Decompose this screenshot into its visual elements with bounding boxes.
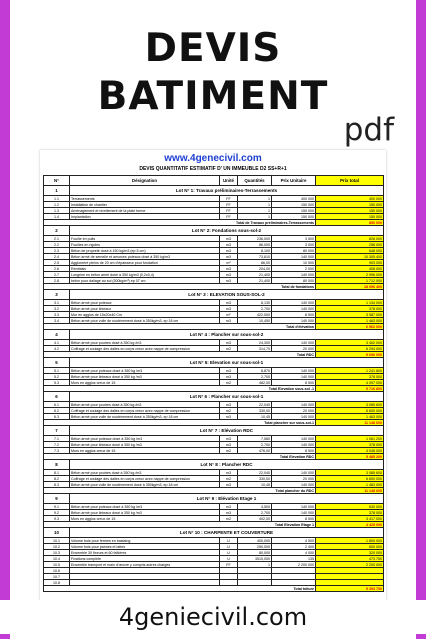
lot-name: Lot N° 1: Travaux préliminaires-Terrassements (70, 186, 384, 196)
table-cell: 2 200 000 (316, 562, 384, 568)
table-cell: 5.1 (44, 368, 70, 374)
table-cell: 86,000 (238, 242, 272, 248)
table-cell: 140 000 (272, 510, 316, 516)
table-cell: 4 046 000 (316, 448, 384, 454)
table-cell: 4,500 (238, 504, 272, 510)
table-cell: 150 000 (272, 202, 316, 208)
table-cell: 1 800 000 (316, 538, 384, 544)
table-cell: m3 (220, 368, 238, 374)
table-cell: Béton armé pour poutres dosé à 350 kg /m3 (70, 340, 220, 346)
column-header: Quantités (238, 176, 272, 186)
table-cell: m3 (220, 306, 238, 312)
table-cell: Coffrage et coulage des dalles en corps creux avec nappe de compression (70, 476, 220, 482)
column-header: Prix total (316, 176, 384, 186)
table-cell: 378 000 (316, 374, 384, 380)
table-cell: Béton armé pour voile de soutènement dosé à 350kg/m3, ep 18 cm (70, 482, 220, 488)
table-cell: 2 200 000 (272, 562, 316, 568)
table-cell: 140 000 (272, 482, 316, 488)
table-cell: 402,00 (238, 516, 272, 522)
table-cell: 1 (238, 196, 272, 202)
table-cell: 3 587 000 (316, 312, 384, 318)
lot-total-label: Total d'élévation (44, 324, 316, 330)
table-cell: Béton armé pour voile de soutènement dosé à 350kg/m3, ep 18 cm (70, 414, 220, 420)
table-cell: 6.2 (44, 408, 70, 414)
page-title-line1: DEVIS (144, 26, 282, 71)
table-cell: 10.7 (44, 574, 70, 580)
table-cell: 140 000 (272, 504, 316, 510)
table-cell: 600 000 (316, 544, 384, 550)
table-cell: Ensemble transport et main d'œuvre y compris autres charges (70, 562, 220, 568)
table-cell: FF (220, 208, 238, 214)
table-cell: 80 000 (272, 278, 316, 284)
table-cell: 7.2 (44, 442, 70, 448)
lot-total-label: Total toiture (44, 586, 316, 592)
table-cell: 6.1 (44, 402, 70, 408)
table-cell: Fouille en puits (70, 236, 220, 242)
table-cell: 140 000 (272, 272, 316, 278)
table-cell: 10 500 (272, 260, 316, 266)
table-cell: 140 000 (272, 340, 316, 346)
table-cell: 2 996 000 (316, 272, 384, 278)
lot-total-value: 18 056 400 (316, 284, 384, 290)
table-cell: 9.1 (44, 504, 70, 510)
lot-number: 8 (44, 460, 70, 470)
lot-total-label: Total plancher sur sous-sol-1 (44, 420, 316, 426)
table-cell: 3 402 000 (316, 340, 384, 346)
table-cell: 150 000 (316, 208, 384, 214)
table-cell: m3 (220, 248, 238, 254)
table-cell: 250,000 (238, 544, 272, 550)
table-cell: Coffrage et coulage des dalles en corps creux avec nappe de compression (70, 346, 220, 352)
table-cell: 3510,000 (238, 556, 272, 562)
table-cell: Béton armé pour poteaux (70, 300, 220, 306)
table-header-row (44, 176, 384, 186)
table-cell: 10,45 (238, 482, 272, 488)
table-cell: 408 000 (316, 266, 384, 272)
table-cell: 20 000 (272, 346, 316, 352)
table-cell: 2,700 (238, 306, 272, 312)
lot-number: 4 (44, 330, 70, 340)
table-cell: 22,040 (238, 402, 272, 408)
table-cell: 3 000 (272, 242, 316, 248)
table-cell: FF (220, 202, 238, 208)
table-cell: 150 000 (316, 202, 384, 208)
table-cell: 1.2 (44, 202, 70, 208)
lot-header-row (44, 186, 384, 196)
table-cell: Volume bois pour fermes en bastaing (70, 538, 220, 544)
table-cell: 10.3 (44, 550, 70, 556)
table-cell: m3 (220, 272, 238, 278)
table-cell: 6 600 000 (316, 476, 384, 482)
table-cell: 2 000 (272, 266, 316, 272)
table-cell: Aménagement et nivellement de la plate forme (70, 208, 220, 214)
table-cell: m2 (220, 448, 238, 454)
table-cell: Béton armé pour linteaux dosé à 350 kg /m3 (70, 510, 220, 516)
table-cell: 140 000 (272, 374, 316, 380)
table-cell: m3 (220, 254, 238, 260)
table-cell: 473 750 (316, 556, 384, 562)
table-cell: 3.2 (44, 306, 70, 312)
lot-header-row (44, 330, 384, 340)
table-cell: m3 (220, 340, 238, 346)
table-cell: 8,130 (238, 300, 272, 306)
table-cell: Béton armé pour poutres dosé à 350 kg /m3 (70, 470, 220, 476)
table-cell: 6.3 (44, 414, 70, 420)
lot-number: 5 (44, 358, 70, 368)
table-cell: 400 000 (272, 196, 316, 202)
table-cell: 2,700 (238, 442, 272, 448)
table-cell: Béton armé de semelle et amorces poteaux dosé à 350 kg/m3 (70, 254, 220, 260)
table-cell: 8.2 (44, 476, 70, 482)
table-cell: 150 000 (272, 208, 316, 214)
table-cell: 140 000 (272, 414, 316, 420)
table-cell: Murs en agglos creux de 15 (70, 380, 220, 386)
table-cell: 2.1 (44, 236, 70, 242)
table-cell: 140 000 (272, 318, 316, 324)
table-cell: 8 500 (272, 516, 316, 522)
lot-total-label: Total plancher du RDC (44, 488, 316, 494)
table-cell: Installation de chantier (70, 202, 220, 208)
table-cell: 314,70 (238, 346, 272, 352)
table-cell: 8,870 (238, 368, 272, 374)
lot-name: Lot N° 2: Fondations sous-sol-2 (70, 226, 384, 236)
table-cell: Béton armé pour linteaux dosé à 350 kg /m3 (70, 442, 220, 448)
table-cell: m3 (220, 242, 238, 248)
table-cell: Béton armé pour poteaux dosé à 350 kg /m3 (70, 504, 220, 510)
table-cell: 4 500 (272, 538, 316, 544)
table-cell: 24,300 (238, 340, 272, 346)
lot-name: Lot N° 5: Elevation sur sous-sol-1 (70, 358, 384, 368)
table-cell: m3 (220, 436, 238, 442)
lot-total-value: 5 393 750 (316, 586, 384, 592)
table-cell: Remblais (70, 266, 220, 272)
table-cell: 7.1 (44, 436, 70, 442)
lot-name: Lot N° 8 : Plancher RDC (70, 460, 384, 470)
table-cell: 330,00 (238, 476, 272, 482)
document-site-link[interactable]: www.4genecivil.com (164, 153, 262, 164)
table-cell: 8 500 (272, 448, 316, 454)
table-cell: 21,400 (238, 278, 272, 284)
table-cell: 2,700 (238, 510, 272, 516)
table-cell: Béton armé pour poteaux dosé à 350 kg /m3 (70, 368, 220, 374)
table-cell: 400 000 (316, 196, 384, 202)
table-cell: 320 000 (316, 550, 384, 556)
table-cell: m2 (220, 476, 238, 482)
table-cell: 2.7 (44, 272, 70, 278)
document-preview (40, 150, 386, 630)
table-cell: 1 463 000 (316, 414, 384, 420)
table-cell: m3 (220, 266, 238, 272)
table-cell: Béton armé pour voile de soutènement dosé à 350kg/m3, ep 18 cm (70, 318, 220, 324)
table-cell: m3 (220, 442, 238, 448)
table-cell: 236,000 (238, 236, 272, 242)
table-cell: 1 463 000 (316, 482, 384, 488)
lot-header-row (44, 226, 384, 236)
lot-number: 1 (44, 186, 70, 196)
table-cell: 9.3 (44, 516, 70, 522)
table-cell: 378 000 (316, 442, 384, 448)
table-cell: 1 241 800 (316, 368, 384, 374)
table-cell: 8.1 (44, 470, 70, 476)
table-cell: U (220, 550, 238, 556)
lot-total-value: 11 148 600 (316, 420, 384, 426)
table-cell: 378 000 (316, 510, 384, 516)
table-cell: 10,450 (238, 318, 272, 324)
table-cell: 10.2 (44, 544, 70, 550)
table-cell: 2.4 (44, 254, 70, 260)
table-cell: U (220, 538, 238, 544)
table-cell: 400,000 (238, 538, 272, 544)
devis-table-body (44, 186, 384, 592)
table-cell: U (220, 556, 238, 562)
lot-name: Lot N° 9 : Elévation Etage 1 (70, 494, 384, 504)
table-cell: 422,000 (238, 312, 272, 318)
table-cell: 140 000 (272, 436, 316, 442)
table-cell: 1 712 000 (316, 278, 384, 284)
lot-total-value: 6 562 000 (316, 324, 384, 330)
table-cell: m2 (220, 408, 238, 414)
table-cell: 135 (272, 556, 316, 562)
table-cell: 2.2 (44, 242, 70, 248)
table-cell: 1 463 000 (316, 318, 384, 324)
table-cell: Volume bois pour pannes et lattes (70, 544, 220, 550)
table-cell: Béton armé pour poteaux dosé à 350 kg /m3 (70, 436, 220, 442)
table-cell: 10 305 400 (316, 254, 384, 260)
lot-number: 10 (44, 528, 70, 538)
lot-total-value: 9 696 000 (316, 352, 384, 358)
table-cell: 80,000 (238, 550, 272, 556)
table-cell: m² (220, 260, 238, 266)
table-cell: 3 085 600 (316, 402, 384, 408)
table-cell: 2.5 (44, 260, 70, 266)
table-cell: m² (220, 312, 238, 318)
table-cell: 630 000 (316, 504, 384, 510)
table-cell: m3 (220, 470, 238, 476)
table-cell: m2 (220, 516, 238, 522)
table-cell: 1.4 (44, 214, 70, 220)
format-label: pdf (343, 112, 394, 148)
table-cell: 4 097 000 (316, 380, 384, 386)
table-cell: Aggloméré pleins de 20 cm d'épaisseur pour fondation (70, 260, 220, 266)
table-cell: 3 085 600 (316, 470, 384, 476)
page-title-line2: BATIMENT (97, 74, 329, 119)
table-cell: m3 (220, 510, 238, 516)
devis-table (43, 175, 384, 592)
lot-total-value: 5 716 800 (316, 386, 384, 392)
table-cell: 5.2 (44, 374, 70, 380)
table-cell: 2,700 (238, 374, 272, 380)
table-cell: 10.6 (44, 568, 70, 574)
lot-header-row (44, 494, 384, 504)
table-cell: 482,00 (238, 380, 272, 386)
table-cell: 1 (238, 202, 272, 208)
lot-number: 9 (44, 494, 70, 504)
table-cell: m3 (220, 504, 238, 510)
table-cell: 10.8 (44, 580, 70, 586)
table-cell: Béton armé pour linteaux (70, 306, 220, 312)
table-cell: 1 134 000 (316, 300, 384, 306)
table-cell: 4.1 (44, 340, 70, 346)
table-cell: 1 (238, 214, 272, 220)
table-cell: 80 000 (272, 248, 316, 254)
table-cell: 10,45 (238, 414, 272, 420)
table-cell: 5.3 (44, 380, 70, 386)
column-header: N° (44, 176, 70, 186)
table-cell: m3 (220, 374, 238, 380)
table-cell: 140 000 (272, 470, 316, 476)
table-cell: 4.2 (44, 346, 70, 352)
lot-number: 2 (44, 226, 70, 236)
table-cell: 86,00 (238, 260, 272, 266)
table-cell: 7.3 (44, 448, 70, 454)
lot-header-row (44, 426, 384, 436)
table-cell: 20 000 (272, 408, 316, 414)
lot-header-row (44, 392, 384, 402)
table-cell: Terrassements (70, 196, 220, 202)
lot-header-row (44, 290, 384, 300)
table-cell: Mur en agglos de 15x20x40 Cm (70, 312, 220, 318)
table-cell: m2 (220, 346, 238, 352)
lot-total-label: Total RDC (44, 352, 316, 358)
table-cell: 2.8 (44, 278, 70, 284)
lot-name: Lot N° 10 : CHARPENTE ET COUVERTURE (70, 528, 384, 538)
table-cell: 3.3 (44, 312, 70, 318)
table-cell: Ensemble 30 fixeurs et 60 faîtières (70, 550, 220, 556)
table-cell: Béton de propreté dosé à 150 kg/m3 (ep 5 cm) (70, 248, 220, 254)
table-cell: 10.1 (44, 538, 70, 544)
table-cell: Fouilles en rigoles (70, 242, 220, 248)
document-title: DEVIS QUANTITATIF ESTIMATIF D' UN IMMEUBLE D2 SS+R+1 (139, 166, 287, 172)
table-cell: m3 (220, 300, 238, 306)
table-cell: 330,00 (238, 408, 272, 414)
column-header: Prix Unitaire (272, 176, 316, 186)
lot-number: 6 (44, 392, 70, 402)
table-cell: 903 000 (316, 260, 384, 266)
table-cell: 4 000 (272, 550, 316, 556)
table-cell: 140 000 (272, 306, 316, 312)
table-cell: U (220, 544, 238, 550)
table-cell: m3 (220, 414, 238, 420)
table-cell: 204,00 (238, 266, 272, 272)
table-cell: 1.3 (44, 208, 70, 214)
table-cell: m3 (220, 482, 238, 488)
table-cell: 10.5 (44, 562, 70, 568)
table-cell: 73,610 (238, 254, 272, 260)
table-cell: 2.3 (44, 248, 70, 254)
table-cell: 6 294 000 (316, 346, 384, 352)
lot-total-value: 4 425 000 (316, 522, 384, 528)
table-cell: 8,100 (238, 248, 272, 254)
table-cell: m3 (220, 318, 238, 324)
table-cell: 8.3 (44, 482, 70, 488)
table-cell: 1 061 200 (316, 436, 384, 442)
lot-name: Lot N° 4 : Plancher sur sous-sol-2 (70, 330, 384, 340)
lot-total-value: 5 485 200 (316, 454, 384, 460)
lot-header-row (44, 460, 384, 470)
table-cell: 7,580 (238, 436, 272, 442)
table-cell: 150 000 (272, 214, 316, 220)
table-cell: Implantation (70, 214, 220, 220)
table-cell: m3 (220, 236, 238, 242)
lot-total-label: Total Elevation RDC (44, 454, 316, 460)
table-cell: m3 (220, 402, 238, 408)
table-cell: 140 000 (272, 442, 316, 448)
table-cell: 3 417 000 (316, 516, 384, 522)
table-cell: 826 000 (316, 236, 384, 242)
table-cell: 20 000 (272, 476, 316, 482)
table-cell: 150 000 (316, 214, 384, 220)
table-cell: 10.4 (44, 556, 70, 562)
table-cell: 8 500 (272, 380, 316, 386)
table-cell: 3.1 (44, 300, 70, 306)
table-cell: Murs en agglos creux de 15 (70, 448, 220, 454)
lot-number: 7 (44, 426, 70, 436)
table-cell: 2 400 (272, 544, 316, 550)
table-cell: Béton armé pour poutres dosé à 350 kg /m3 (70, 402, 220, 408)
table-cell: 6 600 000 (316, 408, 384, 414)
table-cell: FF (220, 562, 238, 568)
lot-total-label: Total de Travaux préliminaires-Terrassements (44, 220, 316, 226)
table-cell: 1 (238, 562, 272, 568)
table-cell: m2 (220, 380, 238, 386)
table-cell: m3 (220, 278, 238, 284)
table-cell: béton pour dallage au sol (300kg/m³) ep 07 cm (70, 278, 220, 284)
table-cell: Murs en agglos creux de 15 (70, 516, 220, 522)
table-cell: 1.1 (44, 196, 70, 202)
lot-number: 3 (44, 290, 70, 300)
table-cell: 3 500 (272, 236, 316, 242)
table-cell: 2.6 (44, 266, 70, 272)
lot-name: Lot N° 6 : Plancher sur sous-sol-1 (70, 392, 384, 402)
table-cell: 378 000 (316, 306, 384, 312)
lot-total-value: 850 000 (316, 220, 384, 226)
lot-total-label: Total de fondations (44, 284, 316, 290)
table-cell: 140 000 (272, 368, 316, 374)
lot-header-row (44, 528, 384, 538)
table-cell: 140 000 (272, 402, 316, 408)
table-cell: Fixations complète (70, 556, 220, 562)
lot-total-row (44, 586, 384, 592)
table-cell: Béton armé pour linteaux dosé à 350 kg /m3 (70, 374, 220, 380)
footer-site-watermark: 4geniecivil.com (0, 600, 426, 634)
lot-header-row (44, 358, 384, 368)
table-cell: 140 000 (272, 254, 316, 260)
table-cell: Longrine en béton armé dosé à 350 kg/m3 (0,2x0,4) (70, 272, 220, 278)
table-cell: 9.2 (44, 510, 70, 516)
table-cell: 140 000 (272, 300, 316, 306)
table-cell: 258 000 (316, 242, 384, 248)
table-cell: 22,040 (238, 470, 272, 476)
table-cell: 648 000 (316, 248, 384, 254)
table-cell: FF (220, 196, 238, 202)
column-header: Désignation (70, 176, 220, 186)
lot-total-value: 11 148 600 (316, 488, 384, 494)
table-cell: 1 (238, 208, 272, 214)
table-cell: Coffrage et coulage des dalles en corps creux avec nappe de compression (70, 408, 220, 414)
lot-total-label: Total Elevation sous-sol -1 (44, 386, 316, 392)
lot-total-label: Total Elevation Etage 1 (44, 522, 316, 528)
lot-name: Lot N° 7 : Elévation RDC (70, 426, 384, 436)
lot-name: Lot N° 3 : ELEVATION SOUS-SOL-2 (70, 290, 384, 300)
table-cell: 476,00 (238, 448, 272, 454)
table-cell: 8 500 (272, 312, 316, 318)
table-cell: 21,400 (238, 272, 272, 278)
column-header: Unité (220, 176, 238, 186)
table-cell: 3.4 (44, 318, 70, 324)
table-cell: FF (220, 214, 238, 220)
